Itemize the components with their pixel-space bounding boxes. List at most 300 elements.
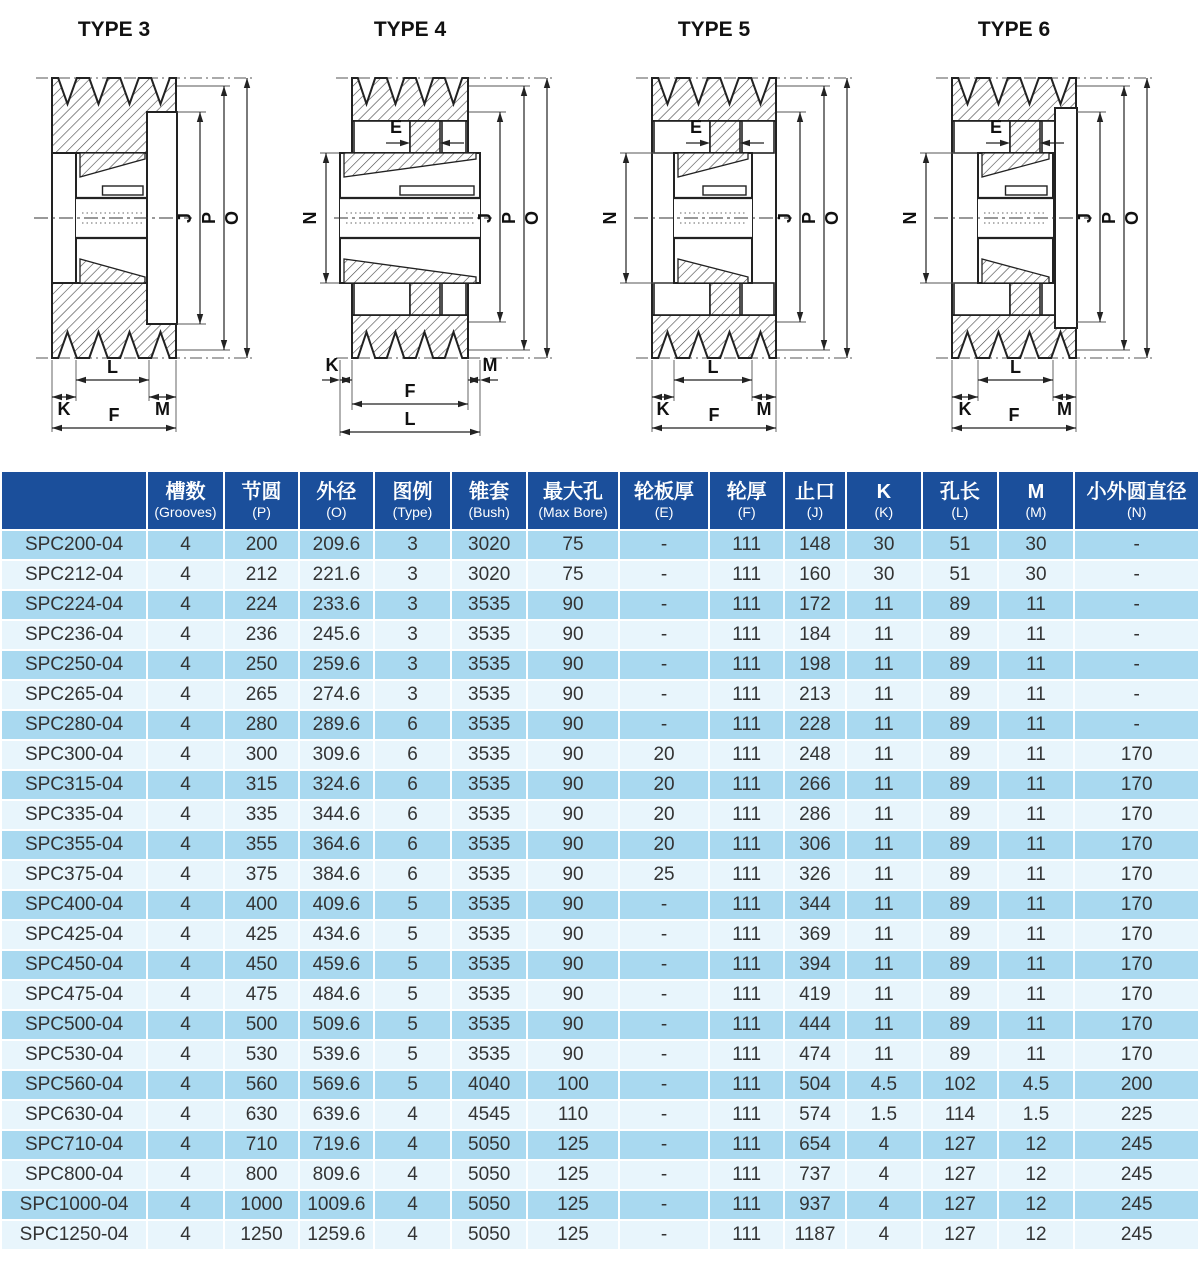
value-cell: 111 [709, 740, 784, 770]
value-cell: 51 [922, 530, 997, 560]
value-cell: 11 [846, 830, 923, 860]
diagram-type-4 [300, 0, 600, 470]
svg-text:N: N [300, 211, 320, 225]
value-cell: 639.6 [299, 1100, 373, 1130]
value-cell: 11 [846, 860, 923, 890]
svg-text:M: M [1057, 399, 1072, 419]
svg-text:P: P [799, 211, 819, 225]
value-cell: 3535 [451, 590, 526, 620]
value-cell: - [619, 530, 709, 560]
svg-text:O: O [222, 210, 242, 226]
column-header: 孔长 (L) [922, 471, 997, 530]
value-cell: 375 [224, 860, 299, 890]
value-cell: 400 [224, 890, 299, 920]
value-cell: 125 [527, 1160, 619, 1190]
value-cell: 89 [922, 800, 997, 830]
model-cell: SPC236-04 [1, 620, 147, 650]
value-cell: 75 [527, 530, 619, 560]
value-cell: 937 [784, 1190, 845, 1220]
value-cell: 6 [374, 860, 452, 890]
value-cell: 228 [784, 710, 845, 740]
value-cell: 11 [998, 830, 1075, 860]
value-cell: 127 [922, 1220, 997, 1250]
value-cell: 11 [846, 980, 923, 1010]
value-cell: 11 [998, 590, 1075, 620]
value-cell: 6 [374, 770, 452, 800]
column-header: 小外圆直径 (N) [1074, 471, 1199, 530]
value-cell: 425 [224, 920, 299, 950]
model-cell: SPC710-04 [1, 1130, 147, 1160]
value-cell: 90 [527, 680, 619, 710]
value-cell: 3 [374, 680, 452, 710]
value-cell: 5 [374, 1040, 452, 1070]
value-cell: 4 [147, 590, 224, 620]
model-cell: SPC224-04 [1, 590, 147, 620]
value-cell: 248 [784, 740, 845, 770]
value-cell: 530 [224, 1040, 299, 1070]
value-cell: 20 [619, 740, 709, 770]
value-cell: 259.6 [299, 650, 373, 680]
value-cell: 90 [527, 740, 619, 770]
value-cell: 4 [374, 1160, 452, 1190]
column-header: 槽数 (Grooves) [147, 471, 224, 530]
value-cell: - [619, 890, 709, 920]
value-cell: 419 [784, 980, 845, 1010]
value-cell: 111 [709, 950, 784, 980]
value-cell: 4 [374, 1100, 452, 1130]
value-cell: 30 [998, 560, 1075, 590]
value-cell: 1250 [224, 1220, 299, 1250]
model-cell: SPC265-04 [1, 680, 147, 710]
value-cell: 90 [527, 1040, 619, 1070]
value-cell: 4 [147, 1070, 224, 1100]
value-cell: 111 [709, 800, 784, 830]
table-row [1, 560, 1199, 590]
table-row [1, 530, 1199, 560]
diagram-type-6 [900, 0, 1200, 470]
value-cell: 111 [709, 830, 784, 860]
table-row [1, 950, 1199, 980]
svg-text:K: K [325, 355, 339, 375]
value-cell: 306 [784, 830, 845, 860]
value-cell: 12 [998, 1220, 1075, 1250]
value-cell: 409.6 [299, 890, 373, 920]
svg-text:M: M [155, 399, 170, 419]
table-row [1, 770, 1199, 800]
value-cell: 539.6 [299, 1040, 373, 1070]
value-cell: 90 [527, 1010, 619, 1040]
model-column-header [1, 471, 147, 530]
value-cell: 6 [374, 740, 452, 770]
value-cell: 12 [998, 1160, 1075, 1190]
value-cell: - [1074, 620, 1199, 650]
value-cell: 5050 [451, 1220, 526, 1250]
value-cell: 89 [922, 650, 997, 680]
value-cell: 315 [224, 770, 299, 800]
value-cell: 170 [1074, 860, 1199, 890]
value-cell: - [1074, 530, 1199, 560]
table-row [1, 1010, 1199, 1040]
value-cell: 3 [374, 650, 452, 680]
value-cell: 233.6 [299, 590, 373, 620]
table-row [1, 710, 1199, 740]
value-cell: 11 [998, 740, 1075, 770]
value-cell: 90 [527, 770, 619, 800]
value-cell: 12 [998, 1130, 1075, 1160]
value-cell: 11 [998, 800, 1075, 830]
value-cell: 170 [1074, 890, 1199, 920]
svg-text:N: N [900, 211, 920, 225]
model-cell: SPC1250-04 [1, 1220, 147, 1250]
spec-table [0, 470, 1200, 1251]
value-cell: 450 [224, 950, 299, 980]
value-cell: 89 [922, 1010, 997, 1040]
value-cell: 3 [374, 620, 452, 650]
value-cell: - [1074, 710, 1199, 740]
value-cell: 111 [709, 980, 784, 1010]
value-cell: 266 [784, 770, 845, 800]
table-row [1, 740, 1199, 770]
value-cell: 4 [147, 770, 224, 800]
value-cell: 4 [147, 920, 224, 950]
value-cell: 369 [784, 920, 845, 950]
value-cell: 630 [224, 1100, 299, 1130]
table-row [1, 1100, 1199, 1130]
value-cell: 11 [846, 800, 923, 830]
value-cell: 89 [922, 620, 997, 650]
model-cell: SPC375-04 [1, 860, 147, 890]
model-cell: SPC425-04 [1, 920, 147, 950]
value-cell: 30 [846, 560, 923, 590]
value-cell: 111 [709, 710, 784, 740]
svg-text:J: J [775, 212, 795, 224]
value-cell: 11 [998, 1010, 1075, 1040]
value-cell: 434.6 [299, 920, 373, 950]
value-cell: 90 [527, 980, 619, 1010]
value-cell: 111 [709, 1220, 784, 1250]
diagram-strip [0, 0, 1200, 470]
value-cell: 4 [374, 1130, 452, 1160]
svg-text:E: E [989, 117, 1003, 137]
value-cell: 280 [224, 710, 299, 740]
value-cell: - [619, 1040, 709, 1070]
table-row [1, 680, 1199, 710]
value-cell: 4 [147, 530, 224, 560]
value-cell: 3535 [451, 890, 526, 920]
svg-text:F: F [404, 381, 416, 401]
value-cell: 90 [527, 650, 619, 680]
value-cell: 11 [998, 890, 1075, 920]
model-cell: SPC315-04 [1, 770, 147, 800]
value-cell: 111 [709, 1040, 784, 1070]
value-cell: 111 [709, 1100, 784, 1130]
svg-text:F: F [1008, 405, 1020, 425]
table-header-row [1, 471, 1199, 530]
svg-text:O: O [522, 210, 542, 226]
value-cell: 6 [374, 830, 452, 860]
value-cell: 654 [784, 1130, 845, 1160]
value-cell: 160 [784, 560, 845, 590]
svg-text:J: J [1075, 212, 1095, 224]
value-cell: 1.5 [998, 1100, 1075, 1130]
model-cell: SPC300-04 [1, 740, 147, 770]
value-cell: 111 [709, 770, 784, 800]
value-cell: 500 [224, 1010, 299, 1040]
value-cell: 5 [374, 1070, 452, 1100]
svg-text:N: N [600, 211, 620, 225]
value-cell: 89 [922, 920, 997, 950]
table-row [1, 1190, 1199, 1220]
column-header: 轮板厚 (E) [619, 471, 709, 530]
value-cell: 4 [147, 950, 224, 980]
value-cell: 5 [374, 950, 452, 980]
value-cell: 111 [709, 890, 784, 920]
svg-text:L: L [707, 357, 719, 377]
table-row [1, 1040, 1199, 1070]
value-cell: 4 [846, 1130, 923, 1160]
model-cell: SPC630-04 [1, 1100, 147, 1130]
value-cell: 245 [1074, 1130, 1199, 1160]
value-cell: 4 [147, 1100, 224, 1130]
value-cell: 11 [846, 620, 923, 650]
value-cell: 3535 [451, 860, 526, 890]
model-cell: SPC355-04 [1, 830, 147, 860]
value-cell: 274.6 [299, 680, 373, 710]
value-cell: 309.6 [299, 740, 373, 770]
value-cell: 5 [374, 980, 452, 1010]
value-cell: 569.6 [299, 1070, 373, 1100]
value-cell: 111 [709, 680, 784, 710]
value-cell: 4 [147, 650, 224, 680]
table-row [1, 890, 1199, 920]
value-cell: 3535 [451, 1010, 526, 1040]
value-cell: 5 [374, 920, 452, 950]
table-row [1, 860, 1199, 890]
column-header: M (M) [998, 471, 1075, 530]
value-cell: 221.6 [299, 560, 373, 590]
value-cell: 3535 [451, 710, 526, 740]
diagram-type-5 [600, 0, 900, 470]
value-cell: 4 [846, 1160, 923, 1190]
value-cell: 474 [784, 1040, 845, 1070]
value-cell: 4 [147, 710, 224, 740]
value-cell: - [619, 650, 709, 680]
table-row [1, 1160, 1199, 1190]
value-cell: 4 [147, 620, 224, 650]
value-cell: 111 [709, 530, 784, 560]
value-cell: 265 [224, 680, 299, 710]
table-row [1, 920, 1199, 950]
value-cell: - [619, 1220, 709, 1250]
value-cell: 89 [922, 590, 997, 620]
model-cell: SPC335-04 [1, 800, 147, 830]
value-cell: 89 [922, 980, 997, 1010]
value-cell: - [619, 1190, 709, 1220]
table-row [1, 650, 1199, 680]
svg-text:F: F [708, 405, 720, 425]
value-cell: 4 [147, 740, 224, 770]
value-cell: 4 [147, 1220, 224, 1250]
value-cell: 225 [1074, 1100, 1199, 1130]
value-cell: 4 [374, 1190, 452, 1220]
value-cell: 344 [784, 890, 845, 920]
value-cell: 11 [846, 710, 923, 740]
model-cell: SPC560-04 [1, 1070, 147, 1100]
value-cell: 20 [619, 800, 709, 830]
value-cell: 170 [1074, 1010, 1199, 1040]
svg-text:L: L [404, 409, 416, 429]
value-cell: 394 [784, 950, 845, 980]
value-cell: 114 [922, 1100, 997, 1130]
value-cell: 3535 [451, 770, 526, 800]
value-cell: 236 [224, 620, 299, 650]
svg-text:TYPE 5: TYPE 5 [677, 18, 751, 41]
value-cell: 51 [922, 560, 997, 590]
value-cell: 170 [1074, 830, 1199, 860]
column-header: 锥套 (Bush) [451, 471, 526, 530]
value-cell: 6 [374, 800, 452, 830]
value-cell: 11 [998, 770, 1075, 800]
value-cell: 6 [374, 710, 452, 740]
value-cell: 1009.6 [299, 1190, 373, 1220]
value-cell: 4040 [451, 1070, 526, 1100]
svg-text:M: M [482, 355, 498, 375]
svg-text:O: O [1122, 210, 1142, 226]
value-cell: 170 [1074, 740, 1199, 770]
value-cell: 5050 [451, 1130, 526, 1160]
value-cell: 213 [784, 680, 845, 710]
value-cell: 90 [527, 890, 619, 920]
value-cell: 127 [922, 1190, 997, 1220]
model-cell: SPC400-04 [1, 890, 147, 920]
value-cell: 5 [374, 1010, 452, 1040]
value-cell: 11 [998, 620, 1075, 650]
table-row [1, 1070, 1199, 1100]
value-cell: 111 [709, 560, 784, 590]
model-cell: SPC450-04 [1, 950, 147, 980]
value-cell: 3535 [451, 680, 526, 710]
column-header: 轮厚 (F) [709, 471, 784, 530]
value-cell: 89 [922, 950, 997, 980]
value-cell: 475 [224, 980, 299, 1010]
value-cell: 300 [224, 740, 299, 770]
svg-text:M: M [756, 399, 772, 419]
value-cell: 170 [1074, 920, 1199, 950]
value-cell: - [619, 560, 709, 590]
column-header: 止口 (J) [784, 471, 845, 530]
value-cell: 172 [784, 590, 845, 620]
value-cell: 11 [998, 710, 1075, 740]
value-cell: 4.5 [846, 1070, 923, 1100]
value-cell: - [1074, 560, 1199, 590]
value-cell: 170 [1074, 800, 1199, 830]
column-header: 最大孔 (Max Bore) [527, 471, 619, 530]
value-cell: 11 [998, 1040, 1075, 1070]
value-cell: - [619, 980, 709, 1010]
svg-text:TYPE 3: TYPE 3 [77, 18, 151, 41]
value-cell: 11 [846, 680, 923, 710]
value-cell: 30 [846, 530, 923, 560]
value-cell: 4 [147, 890, 224, 920]
value-cell: 384.6 [299, 860, 373, 890]
model-cell: SPC1000-04 [1, 1190, 147, 1220]
value-cell: 111 [709, 860, 784, 890]
value-cell: 4545 [451, 1100, 526, 1130]
value-cell: 4 [147, 1010, 224, 1040]
value-cell: 11 [846, 650, 923, 680]
value-cell: 11 [846, 1010, 923, 1040]
value-cell: 170 [1074, 770, 1199, 800]
value-cell: 4 [846, 1190, 923, 1220]
value-cell: 326 [784, 860, 845, 890]
value-cell: 3535 [451, 980, 526, 1010]
value-cell: 102 [922, 1070, 997, 1100]
value-cell: 111 [709, 1070, 784, 1100]
value-cell: - [619, 950, 709, 980]
table-row [1, 1130, 1199, 1160]
value-cell: - [619, 1070, 709, 1100]
value-cell: 209.6 [299, 530, 373, 560]
model-cell: SPC212-04 [1, 560, 147, 590]
value-cell: 11 [998, 950, 1075, 980]
column-header: 外径 (O) [299, 471, 373, 530]
value-cell: 5050 [451, 1190, 526, 1220]
value-cell: 245 [1074, 1190, 1199, 1220]
value-cell: 111 [709, 1190, 784, 1220]
table-row [1, 1220, 1199, 1250]
value-cell: - [619, 620, 709, 650]
value-cell: - [619, 1130, 709, 1160]
table-row [1, 800, 1199, 830]
value-cell: 89 [922, 890, 997, 920]
model-cell: SPC200-04 [1, 530, 147, 560]
table-row [1, 980, 1199, 1010]
table-row [1, 830, 1199, 860]
value-cell: 11 [846, 950, 923, 980]
value-cell: 11 [998, 860, 1075, 890]
value-cell: 11 [998, 650, 1075, 680]
value-cell: 224 [224, 590, 299, 620]
value-cell: 11 [846, 740, 923, 770]
value-cell: 11 [846, 1040, 923, 1070]
value-cell: - [619, 710, 709, 740]
value-cell: 11 [846, 770, 923, 800]
value-cell: 3 [374, 590, 452, 620]
value-cell: 110 [527, 1100, 619, 1130]
model-cell: SPC530-04 [1, 1040, 147, 1070]
value-cell: 3535 [451, 620, 526, 650]
value-cell: 4 [147, 560, 224, 590]
value-cell: 289.6 [299, 710, 373, 740]
value-cell: 90 [527, 860, 619, 890]
value-cell: 127 [922, 1130, 997, 1160]
value-cell: 90 [527, 950, 619, 980]
column-header: 节圆 (P) [224, 471, 299, 530]
value-cell: 90 [527, 710, 619, 740]
value-cell: 5 [374, 890, 452, 920]
value-cell: 11 [998, 980, 1075, 1010]
svg-text:O: O [822, 210, 842, 226]
value-cell: 245.6 [299, 620, 373, 650]
value-cell: 3535 [451, 830, 526, 860]
value-cell: 3020 [451, 530, 526, 560]
svg-text:K: K [57, 399, 71, 419]
svg-text:L: L [1010, 357, 1021, 377]
value-cell: - [1074, 680, 1199, 710]
value-cell: - [619, 590, 709, 620]
value-cell: 89 [922, 710, 997, 740]
value-cell: 504 [784, 1070, 845, 1100]
